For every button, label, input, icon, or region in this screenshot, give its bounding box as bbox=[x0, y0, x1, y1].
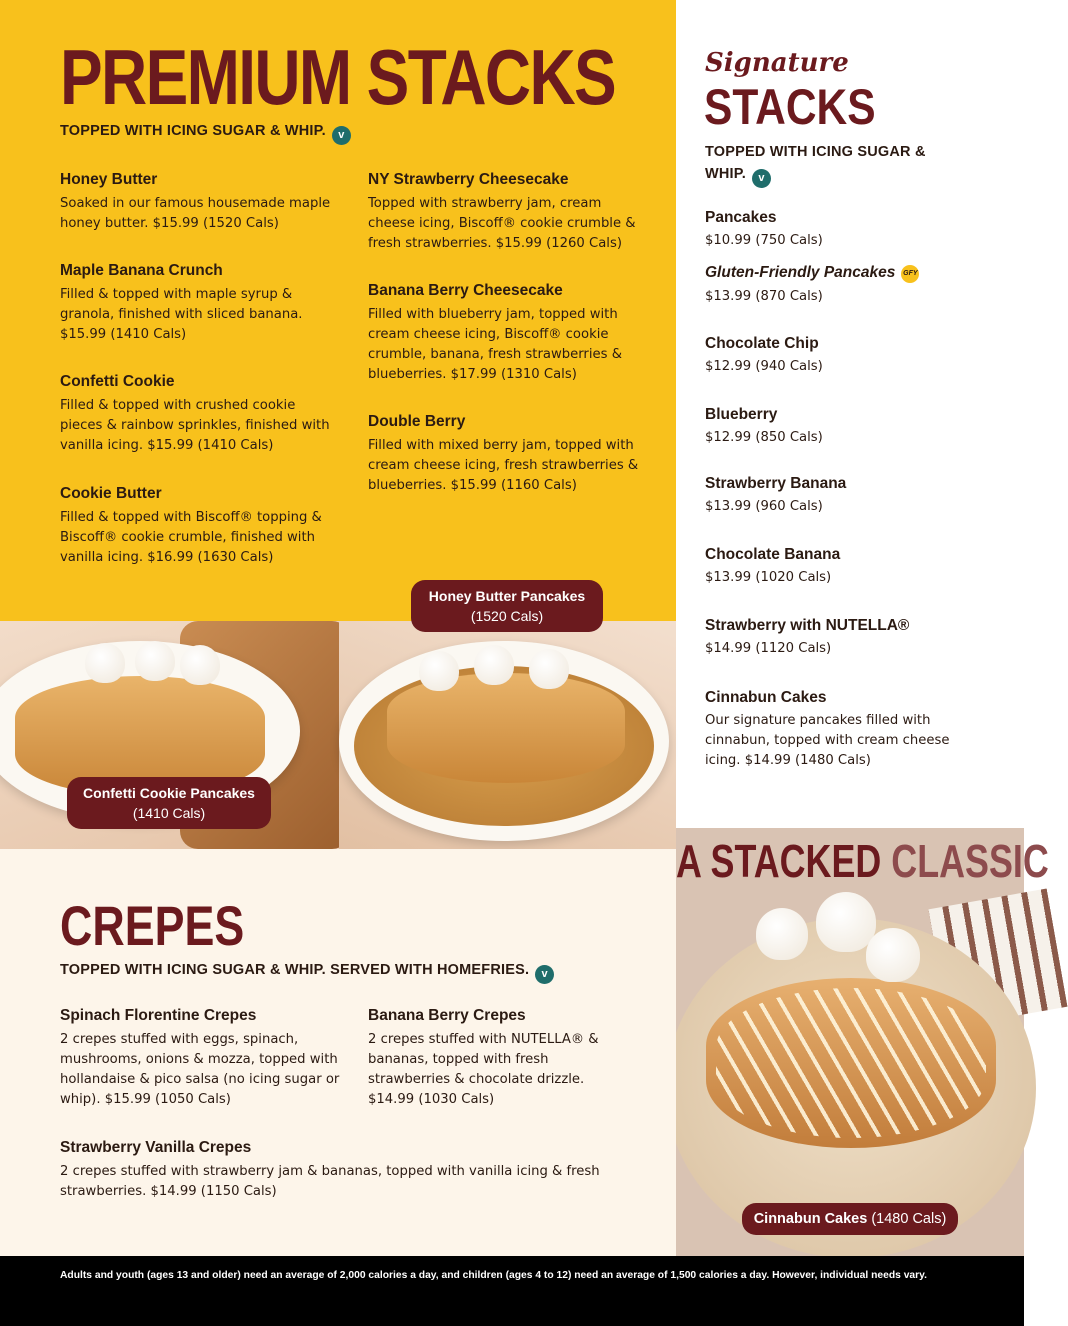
menu-item-strawberry-vanilla-crepes bbox=[60, 1139, 620, 1202]
sig-item-cinnabun-cakes bbox=[705, 689, 955, 771]
menu-item-banana-berry-cheesecake bbox=[368, 282, 640, 385]
photo-tag-cinnabun bbox=[742, 1203, 958, 1235]
premium-subtitle-text: TOPPED WITH ICING SUGAR & WHIP. bbox=[60, 123, 326, 139]
item-name: Gluten-Friendly Pancakes bbox=[705, 264, 896, 281]
whip bbox=[474, 645, 514, 685]
crepes-title: CREPES bbox=[60, 894, 245, 957]
item-name: Cookie Butter bbox=[60, 485, 162, 502]
photo-tag-honey-butter bbox=[411, 580, 603, 632]
tag-name: Cinnabun Cakes bbox=[753, 1211, 868, 1227]
signature-script-title: Signature bbox=[705, 48, 849, 78]
vegetarian-icon: v bbox=[332, 126, 351, 145]
sig-item-strawberry-nutella bbox=[705, 617, 965, 659]
whip bbox=[756, 908, 808, 960]
item-name: Spinach Florentine Crepes bbox=[60, 1007, 257, 1024]
whip bbox=[866, 928, 920, 982]
item-name: Blueberry bbox=[705, 406, 778, 423]
item-name: Honey Butter bbox=[60, 171, 158, 188]
item-name: Strawberry Vanilla Crepes bbox=[60, 1139, 252, 1156]
pancake-stack bbox=[387, 673, 625, 783]
signature-subtitle-text: TOPPED WITH ICING SUGAR & WHIP. bbox=[705, 144, 926, 182]
whip bbox=[85, 643, 125, 683]
vegetarian-icon: v bbox=[535, 965, 554, 984]
item-name: Maple Banana Crunch bbox=[60, 262, 223, 279]
classic-title-b: CLASSIC bbox=[891, 835, 1049, 887]
crepes-subtitle-text: TOPPED WITH ICING SUGAR & WHIP. SERVED WITH HOMEFRIES. bbox=[60, 962, 530, 978]
item-price: $12.99 (850 Cals) bbox=[705, 430, 823, 445]
item-desc: Filled & topped with Biscoff® topping & Biscoff® cookie crumble, finished with vanilla icing. $16.99 (1630 Cals) bbox=[60, 510, 322, 565]
tag-name: Honey Butter Pancakes bbox=[428, 588, 586, 604]
item-name: Chocolate Banana bbox=[705, 546, 841, 563]
icing-drizzle bbox=[716, 988, 986, 1138]
item-desc: Topped with strawberry jam, cream cheese icing, Biscoff® cookie crumble & fresh strawberries. $15.99 (1260 Cals) bbox=[368, 196, 636, 251]
item-name: Confetti Cookie bbox=[60, 373, 175, 390]
menu-item-banana-berry-crepes bbox=[368, 1007, 608, 1110]
tag-cals: (1480 Cals) bbox=[867, 1211, 947, 1227]
whip bbox=[529, 649, 569, 689]
signature-subtitle bbox=[705, 141, 965, 188]
item-desc: 2 crepes stuffed with strawberry jam & bananas, topped with vanilla icing & fresh strawberries. $14.99 (1150 Cals) bbox=[60, 1164, 600, 1199]
whip bbox=[816, 892, 876, 952]
sig-item-gluten-friendly bbox=[705, 264, 965, 307]
item-desc: Filled & topped with maple syrup & granola, finished with sliced banana. $15.99 (1410 Cals) bbox=[60, 287, 303, 342]
item-name-row bbox=[705, 264, 965, 283]
item-name: Banana Berry Crepes bbox=[368, 1007, 526, 1024]
menu-item-cookie-butter bbox=[60, 485, 340, 568]
item-price: $10.99 (750 Cals) bbox=[705, 233, 823, 248]
classic-title-a: A STACKED bbox=[676, 835, 892, 887]
item-name: Strawberry Banana bbox=[705, 475, 847, 492]
menu-item-honey-butter bbox=[60, 171, 340, 234]
item-name: Chocolate Chip bbox=[705, 335, 819, 352]
classic-photo bbox=[676, 828, 1024, 1256]
item-name: Cinnabun Cakes bbox=[705, 689, 827, 706]
item-price: $13.99 (1020 Cals) bbox=[705, 570, 832, 585]
item-desc: Soaked in our famous housemade maple honey butter. $15.99 (1520 Cals) bbox=[60, 196, 331, 231]
premium-title: PREMIUM STACKS bbox=[60, 33, 616, 121]
photo-tag-confetti bbox=[67, 777, 271, 829]
whip bbox=[180, 645, 220, 685]
signature-title: STACKS bbox=[704, 79, 876, 135]
item-name: Double Berry bbox=[368, 413, 466, 430]
premium-subtitle bbox=[60, 123, 351, 145]
sig-item-blueberry bbox=[705, 406, 965, 448]
item-desc: 2 crepes stuffed with NUTELLA® & bananas, topped with fresh strawberries & chocolate drizzle. $14.99 (1030 Cals) bbox=[368, 1032, 599, 1107]
item-name: NY Strawberry Cheesecake bbox=[368, 171, 569, 188]
item-name: Pancakes bbox=[705, 209, 777, 226]
menu-item-double-berry bbox=[368, 413, 640, 496]
classic-title bbox=[676, 835, 1049, 887]
item-name: Banana Berry Cheesecake bbox=[368, 282, 563, 299]
menu-item-spinach-florentine-crepes bbox=[60, 1007, 342, 1110]
whip bbox=[419, 651, 459, 691]
menu-item-maple-banana-crunch bbox=[60, 262, 340, 345]
item-desc: 2 crepes stuffed with eggs, spinach, mushrooms, onions & mozza, topped with hollandaise & pico salsa (no icing sugar or whip). $15.99 (1050 Cals) bbox=[60, 1032, 340, 1107]
sig-item-strawberry-banana bbox=[705, 475, 965, 517]
item-price: $12.99 (940 Cals) bbox=[705, 359, 823, 374]
menu-item-ny-strawberry-cheesecake bbox=[368, 171, 640, 254]
tag-name: Confetti Cookie Pancakes bbox=[83, 785, 255, 801]
sig-item-chocolate-chip bbox=[705, 335, 965, 377]
whip bbox=[135, 641, 175, 681]
sig-item-pancakes bbox=[705, 209, 965, 251]
item-desc: Filled & topped with crushed cookie pieces & rainbow sprinkles, finished with vanilla icing. $15.99 (1410 Cals) bbox=[60, 398, 330, 453]
item-desc: Filled with mixed berry jam, topped with cream cheese icing, fresh strawberries & blueberries. $15.99 (1160 Cals) bbox=[368, 438, 639, 493]
item-price: $13.99 (870 Cals) bbox=[705, 289, 823, 304]
menu-item-confetti-cookie bbox=[60, 373, 340, 456]
honey-butter-photo bbox=[339, 621, 676, 849]
crepes-subtitle bbox=[60, 962, 554, 984]
gfy-icon: GFY bbox=[901, 265, 919, 283]
calorie-disclaimer: Adults and youth (ages 13 and older) need an average of 2,000 calories a day, and children (ages 4 to 12) need an average of 1,500 calories a day. However, individual needs vary. bbox=[60, 1270, 927, 1281]
item-price: $14.99 (1120 Cals) bbox=[705, 641, 832, 656]
item-desc: Filled with blueberry jam, topped with cream cheese icing, Biscoff® cookie crumble, banana, fresh strawberries & blueberries. $17.99 (1310 Cals) bbox=[368, 307, 622, 382]
vegetarian-icon: v bbox=[752, 169, 771, 188]
item-price: $13.99 (960 Cals) bbox=[705, 499, 823, 514]
tag-cals: (1520 Cals) bbox=[470, 608, 544, 624]
tag-cals: (1410 Cals) bbox=[132, 805, 206, 821]
sig-item-chocolate-banana bbox=[705, 546, 965, 588]
footer bbox=[0, 1256, 1024, 1326]
item-name: Strawberry with NUTELLA® bbox=[705, 617, 910, 634]
item-price: Our signature pancakes filled with cinnabun, topped with cream cheese icing. $14.99 (1480 Cals) bbox=[705, 713, 950, 768]
